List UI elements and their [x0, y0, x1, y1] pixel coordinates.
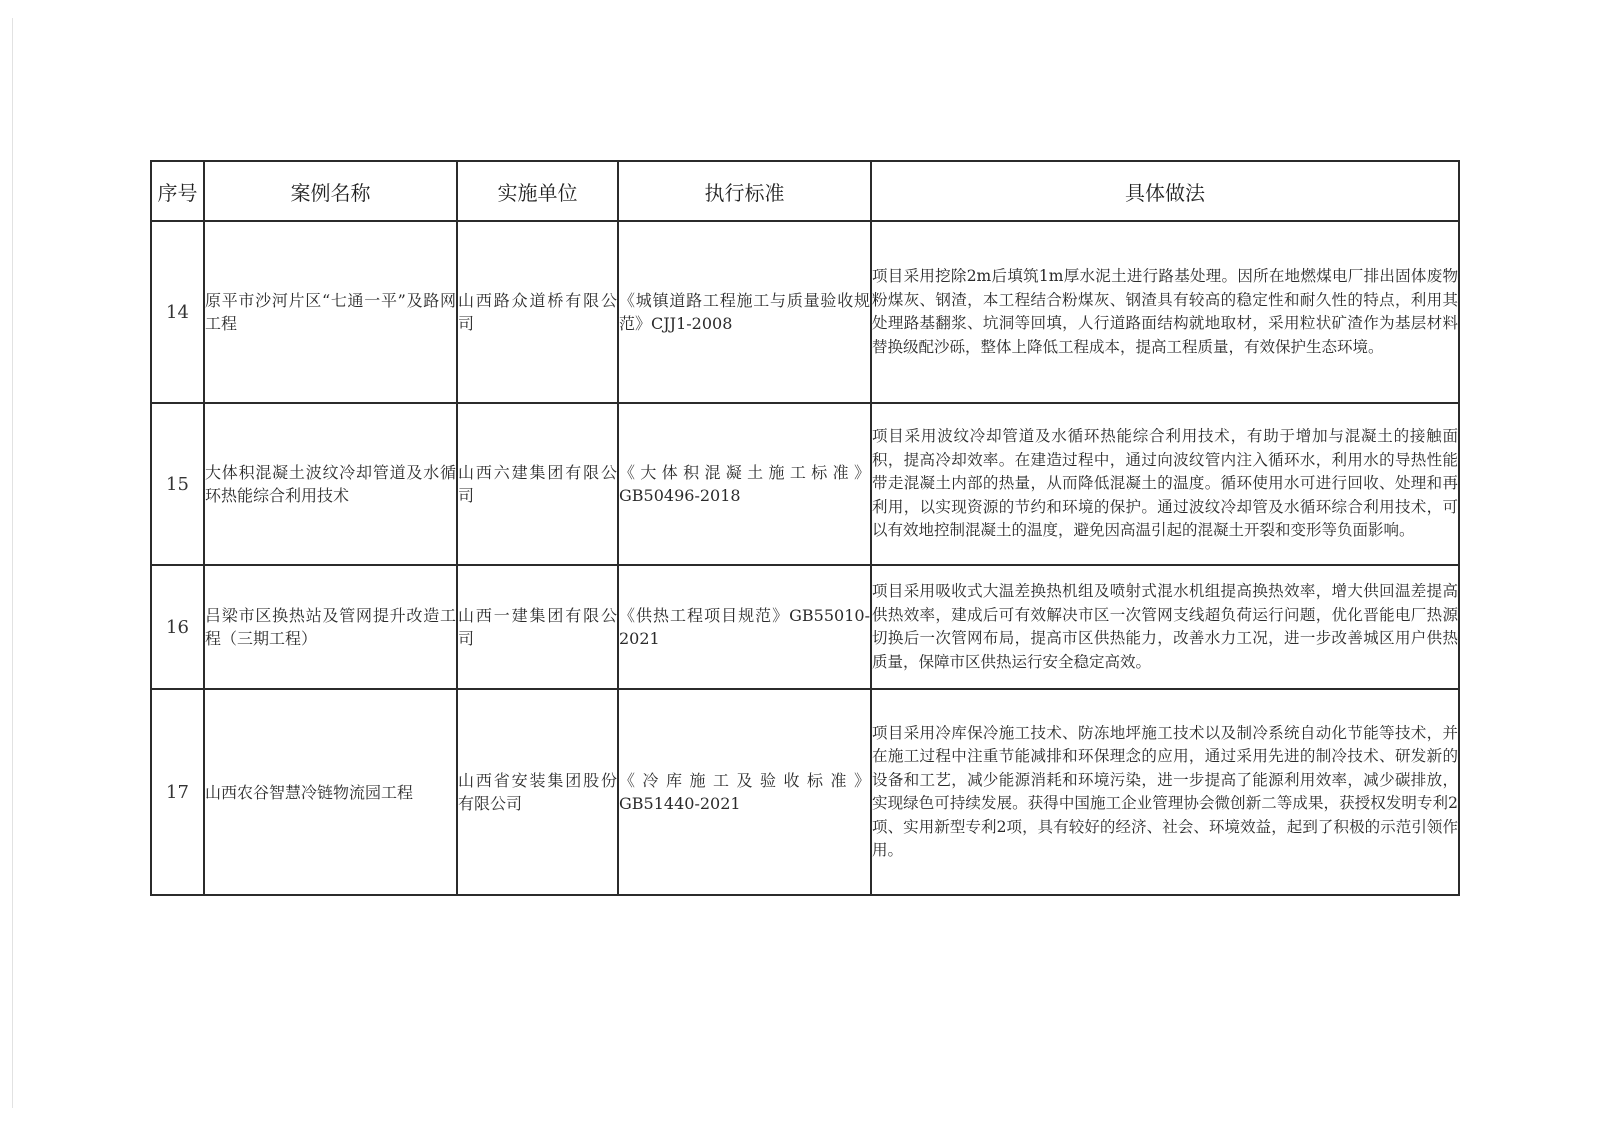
- row-case-name: 大体积混凝土波纹冷却管道及水循环热能综合利用技术: [204, 403, 457, 565]
- row-method: 项目采用波纹冷却管道及水循环热能综合利用技术，有助于增加与混凝土的接触面积，提高冷却效率。在建造过程中，通过向波纹管内注入循环水，利用水的导热性能带走混凝土内部的热量，从而降低混凝土的温度。循环使用水可进行回收、处理和再利用，以实现资源的节约和环境的保护。通过波纹冷却管及水循环综合利用技术，可以有效地控制混凝土的温度，避免因高温引起的混凝土开裂和变形等负面影响。: [871, 403, 1459, 565]
- row-standard: 《冷库施工及验收标准》GB51440-2021: [618, 689, 871, 895]
- row-standard: 《城镇道路工程施工与质量验收规范》CJJ1-2008: [618, 221, 871, 403]
- row-index: 15: [151, 403, 204, 565]
- row-unit: 山西省安装集团股份有限公司: [457, 689, 618, 895]
- page-edge-line: [12, 18, 13, 1108]
- row-index: 14: [151, 221, 204, 403]
- row-unit: 山西路众道桥有限公司: [457, 221, 618, 403]
- row-standard: 《大体积混凝土施工标准》GB50496-2018: [618, 403, 871, 565]
- table-row: [151, 403, 1459, 565]
- header-method: 具体做法: [871, 161, 1459, 221]
- header-implementing-unit: 实施单位: [457, 161, 618, 221]
- row-case-name: 山西农谷智慧冷链物流园工程: [204, 689, 457, 895]
- case-table: [150, 160, 1460, 896]
- header-standard: 执行标准: [618, 161, 871, 221]
- table-row: [151, 565, 1459, 689]
- row-index: 17: [151, 689, 204, 895]
- row-method: 项目采用挖除2m后填筑1m厚水泥土进行路基处理。因所在地燃煤电厂排出固体废物粉煤灰、钢渣，本工程结合粉煤灰、钢渣具有较高的稳定性和耐久性的特点，利用其处理路基翻浆、坑洞等回填，人行道路面结构就地取材，采用粒状矿渣作为基层材料替换级配沙砾，整体上降低工程成本，提高工程质量，有效保护生态环境。: [871, 221, 1459, 403]
- row-index: 16: [151, 565, 204, 689]
- table-header-row: [151, 161, 1459, 221]
- row-standard: 《供热工程项目规范》GB55010-2021: [618, 565, 871, 689]
- header-case-name: 案例名称: [204, 161, 457, 221]
- row-unit: 山西一建集团有限公司: [457, 565, 618, 689]
- row-method: 项目采用吸收式大温差换热机组及喷射式混水机组提高换热效率，增大供回温差提高供热效率，建成后可有效解决市区一次管网支线超负荷运行问题，优化晋能电厂热源切换后一次管网布局，提高市区供热能力，改善水力工况，进一步改善城区用户供热质量，保障市区供热运行安全稳定高效。: [871, 565, 1459, 689]
- header-index: 序号: [151, 161, 204, 221]
- row-method: 项目采用冷库保冷施工技术、防冻地坪施工技术以及制冷系统自动化节能等技术，并在施工过程中注重节能减排和环保理念的应用，通过采用先进的制冷技术、研发新的设备和工艺，减少能源消耗和环境污染，进一步提高了能源利用效率，减少碳排放，实现绿色可持续发展。获得中国施工企业管理协会微创新二等成果，获授权发明专利2项、实用新型专利2项，具有较好的经济、社会、环境效益，起到了积极的示范引领作用。: [871, 689, 1459, 895]
- row-case-name: 原平市沙河片区“七通一平”及路网工程: [204, 221, 457, 403]
- row-unit: 山西六建集团有限公司: [457, 403, 618, 565]
- table-row: [151, 689, 1459, 895]
- table-row: [151, 221, 1459, 403]
- row-case-name: 吕梁市区换热站及管网提升改造工程（三期工程）: [204, 565, 457, 689]
